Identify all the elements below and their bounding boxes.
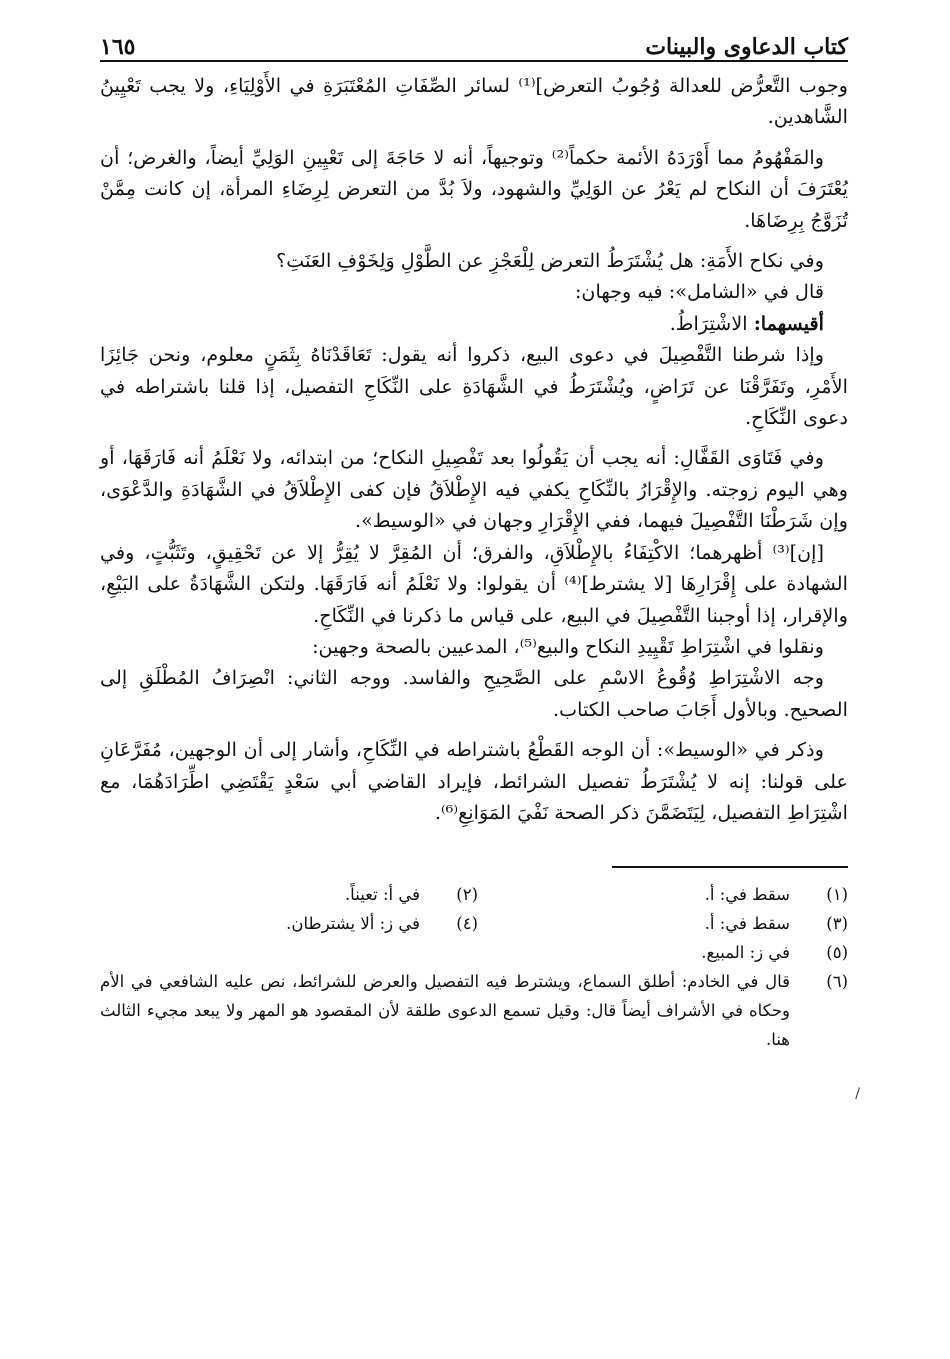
footnote-row bbox=[100, 938, 848, 967]
paragraph: وفي فَتَاوَى القَفَّالِ: أنه يجب أن يَقُولُوا بعد تَفْصِيلِ النكاح؛ من ابتدائه، ولا نَعْلَمُ أنه فَارَقَهَا، أو وهي اليوم زوجته. والإِقْرَارُ بالنِّكَاحِ يكفي فيه الإِطْلاَقُ فإن كفى الإِطْلاَقُ في الشَّهَادَةِ والدَّعْوَى، وإن شَرَطْنَا التَّفْصِيلَ فيهما، ففي الإِقْرَارِ وجهان في «الوسيط». bbox=[100, 446, 848, 533]
main-text bbox=[100, 70, 848, 828]
book-page bbox=[100, 14, 848, 1054]
paragraph: ونقلوا في اشْتِرَاطِ تَقْيِيدِ النكاح والبيع⁽⁵⁾، المدعيين بالصحة وجهين: bbox=[312, 634, 824, 658]
footnote-number: (٣) bbox=[826, 914, 848, 934]
footnote-text: قال في الخادم: أطلق السماع، ويشترط فيه التفصيل والعرض للشرائط، نص عليه الشافعي في الأم وحكاه في الأشراف أيضاً قال: وقيل تسمع الدعوى طلقة لأن المقصود هو المهر ولا يبعد مجيء الثالث هنا. bbox=[100, 972, 790, 1050]
footnote-text: في أ: تعيناً. bbox=[344, 885, 420, 905]
footnote-number: (١) bbox=[826, 885, 848, 905]
paragraph: قال في «الشامل»: فيه وجهان: bbox=[574, 280, 824, 304]
footnote-separator bbox=[612, 866, 848, 868]
paragraph: وجوب التَّعرُّض للعدالة وُجُوبُ التعرض]⁽¹⁾ لسائر الصِّفَاتِ المُعْتَبَرَةِ في الأَوْلِيَاءِ، ولا يجب تَعْيِينُ الشَّاهدين. bbox=[100, 74, 848, 129]
footnote-rule-wrap bbox=[100, 866, 848, 868]
paragraph: والمَفْهُومُ مما أَوْرَدَهُ الأئمة حكماً⁽²⁾ وتوجيهاً، أنه لا حَاجَةَ إلى تَعْيِينِ الوَلِيِّ أيضاً، والغرض؛ أن يُعْتَرَفَ أن النكاح لم يَعْرُ عن الوَلِيِّ والشهود، ولاَ بُدَّ من التعرض لِرِضَاءِ المرأة، إن كانت مِمَّنْ تُزَوَّجُ بِرِضَاهَا. bbox=[100, 145, 848, 232]
footnote bbox=[478, 938, 848, 967]
footnote-text: في ز: ألا يشترطان. bbox=[286, 914, 420, 934]
footnote-number: (٦) bbox=[826, 972, 848, 992]
page-number: ١٦٥ bbox=[100, 34, 136, 60]
footnote-number: (٤) bbox=[456, 914, 478, 934]
running-title: كتاب الدعاوى والبينات bbox=[645, 34, 848, 60]
paragraph-text: الاشْتِرَاطُ. bbox=[669, 311, 748, 335]
footnote bbox=[108, 880, 478, 909]
bold-lead-word: أقيسهما: bbox=[753, 311, 824, 335]
footnote-text: سقط في: أ. bbox=[704, 914, 790, 934]
footnote-text: في ز: المبيع. bbox=[701, 943, 790, 963]
footnote bbox=[108, 909, 478, 938]
footnote bbox=[100, 967, 848, 1054]
paragraph: وفي نكاح الأَمَةِ: هل يُشْتَرَطُ التعرض لِلْعَجْزِ عن الطَّوْلِ وَلِخَوْفِ العَنَتِ؟ bbox=[276, 249, 824, 273]
footnote bbox=[478, 909, 848, 938]
footnote-row bbox=[100, 880, 848, 909]
footnote-text: سقط في: أ. bbox=[704, 885, 790, 905]
paragraph: وإذا شرطنا التَّفْصِيلَ في دعوى البيع، ذكروا أنه يقول: تَعَاقَدْنَاهُ بِثَمَنٍ معلوم، ونحن جَائِزَا الأَمْرِ، وتَفَرَّقْنَا عن تَرَاضٍ، ويُشْتَرَطُ في الشَّهَادَةِ على النِّكَاحِ التفصيل، إذا قلنا باشتراطه في دعوى النِّكَاحِ. bbox=[100, 343, 848, 430]
footnotes bbox=[100, 880, 848, 1054]
footnote-number: (٥) bbox=[826, 943, 848, 963]
paragraph bbox=[100, 308, 848, 339]
paragraph: [إن]⁽³⁾ أظهرهما؛ الاكْتِفَاءُ بالإِطْلاَقِ، والفرق؛ أن المُقِرَّ لا يُقِرُّ إلا عن تَحْقِيقٍ، وتَثَبُّتٍ، وفي الشهادة على إِقْرَارِهَا [لا يشترط]⁽⁴⁾ أن يقولوا: ولا نَعْلَمُ أنه فَارَقَهَا. ولتكن الشَّهَادَةُ على البَيْعِ، والإقرار، إذا أوجبنا التَّفْصِيلَ في البيع، على قياس ما ذكرنا في النِّكَاحِ. bbox=[100, 540, 848, 627]
margin-mark: / bbox=[855, 1086, 860, 1102]
paragraph: وجه الاشْتِرَاطِ وُقُوعُ الاسْمِ على الصَّحِيحِ والفاسد. ووجه الثاني: انْصِرَافُ المُطْلَقِ إلى الصحيح. وبالأول أَجَابَ صاحب الكتاب. bbox=[100, 666, 848, 721]
paragraph: وذكر في «الوسيط»: أن الوجه القَطْعُ باشتراطه في النِّكَاحِ، وأشار إلى أن الوجهين، مُفَرَّعَانِ على قولنا: إنه لا يُشْتَرَطُ تفصيل الشرائط، فإيراد القاضي أبي سَعْدٍ يَقْتَضِي اطِّرَادَهُمَا، مع اشْتِرَاطِ التفصيل، لِيَتَضَمَّنَ ذكر الصحة نَفْيَ المَوَانِعِ⁽⁶⁾. bbox=[100, 738, 848, 824]
footnote bbox=[478, 880, 848, 909]
page-header bbox=[100, 14, 848, 62]
footnote-number: (٢) bbox=[456, 885, 478, 905]
footnote-row bbox=[100, 909, 848, 938]
